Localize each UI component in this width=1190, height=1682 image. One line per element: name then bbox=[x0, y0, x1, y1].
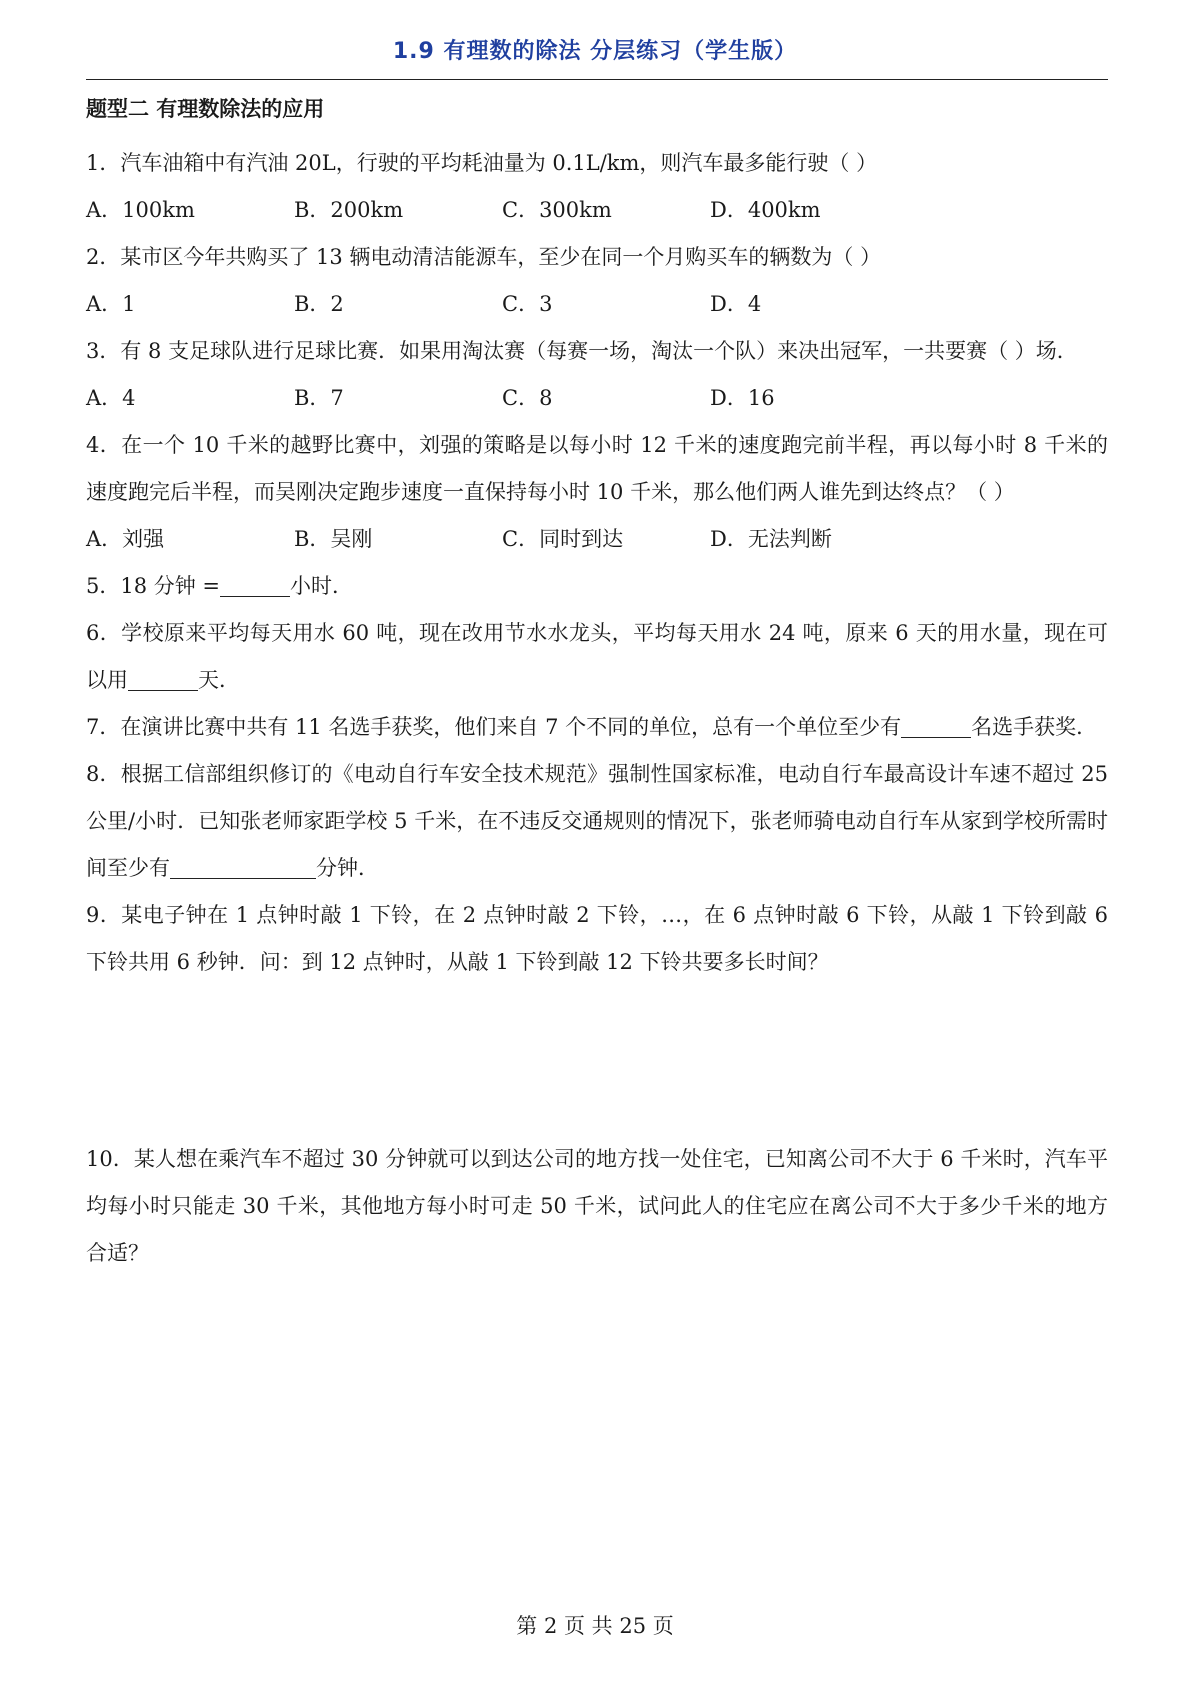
q1-option-c: C．300km bbox=[502, 198, 612, 222]
q8-answer-blank[interactable] bbox=[170, 852, 316, 879]
question-1-options bbox=[86, 187, 1108, 234]
q8-text-before: 8．根据工信部组织修订的《电动自行车安全技术规范》强制性国家标准，电动自行车最高设计车速不超过 25 公里/小时．已知张老师家距学校 5 千米，在不违反交通规则的情况下，张老师骑电动自行车从家到学校所需时间至少有 bbox=[86, 762, 1108, 880]
page-title: 1.9 有理数的除法 分层练习（学生版） bbox=[392, 39, 798, 64]
question-3-options bbox=[86, 375, 1108, 422]
q2-option-d: D．4 bbox=[710, 292, 762, 316]
question-2: 2．某市区今年共购买了 13 辆电动清洁能源车，至少在同一个月购买车的辆数为（ ） bbox=[86, 245, 882, 269]
q4-option-b: B．吴刚 bbox=[294, 527, 373, 551]
q3-option-c: C．8 bbox=[502, 386, 553, 410]
question-3: 3．有 8 支足球队进行足球比赛．如果用淘汰赛（每赛一场，淘汰一个队）来决出冠军，一共要赛（ ）场． bbox=[86, 339, 1078, 363]
question-5 bbox=[86, 563, 1108, 610]
question-10: 10．某人想在乘汽车不超过 30 分钟就可以到达公司的地方找一处住宅，已知离公司不大于 6 千米时，汽车平均每小时只能走 30 千米，其他地方每小时可走 50 千米，试问此人的住宅应在离公司不大于多少千米的地方合适？ bbox=[86, 1147, 1108, 1265]
section-heading: 题型二 有理数除法的应用 bbox=[86, 97, 325, 121]
q4-option-d: D．无法判断 bbox=[710, 527, 832, 551]
q7-text-before: 7．在演讲比赛中共有 11 名选手获奖，他们来自 7 个不同的单位，总有一个单位至少有 bbox=[86, 715, 902, 739]
q6-text-before: 6．学校原来平均每天用水 60 吨，现在改用节水水龙头，平均每天用水 24 吨，原来 6 天的用水量，现在可以用 bbox=[86, 621, 1108, 692]
q8-text-after: 分钟． bbox=[316, 856, 379, 880]
q1-option-d: D．400km bbox=[710, 198, 821, 222]
question-2-options bbox=[86, 281, 1108, 328]
q3-option-b: B．7 bbox=[294, 386, 344, 410]
question-4-options bbox=[86, 516, 1108, 563]
question-8 bbox=[86, 751, 1108, 892]
q4-option-a: A．刘强 bbox=[86, 527, 165, 551]
page-number: 第 2 页 共 25 页 bbox=[516, 1614, 674, 1638]
answer-space-q9[interactable] bbox=[86, 986, 1108, 1136]
q4-option-c: C．同时到达 bbox=[502, 527, 624, 551]
question-6 bbox=[86, 610, 1108, 704]
q5-answer-blank[interactable] bbox=[220, 570, 290, 597]
content-body bbox=[86, 94, 1108, 1277]
q1-option-a: A．100km bbox=[86, 198, 195, 222]
q7-text-after: 名选手获奖． bbox=[971, 715, 1098, 739]
q7-answer-blank[interactable] bbox=[901, 711, 971, 738]
q2-option-c: C．3 bbox=[502, 292, 553, 316]
question-7 bbox=[86, 704, 1108, 751]
q2-option-b: B．2 bbox=[294, 292, 344, 316]
question-1: 1．汽车油箱中有汽油 20L，行驶的平均耗油量为 0.1L/km，则汽车最多能行驶（ ） bbox=[86, 151, 878, 175]
header-divider bbox=[86, 79, 1108, 80]
q3-option-a: A．4 bbox=[86, 386, 136, 410]
q6-answer-blank[interactable] bbox=[128, 664, 198, 691]
q6-text-after: 天． bbox=[198, 668, 240, 692]
q5-text-after: 小时． bbox=[290, 574, 354, 598]
q5-text-before: 5．18 分钟 = bbox=[86, 574, 221, 598]
q3-option-d: D．16 bbox=[710, 386, 775, 410]
question-9: 9．某电子钟在 1 点钟时敲 1 下铃，在 2 点钟时敲 2 下铃，…，在 6 点钟时敲 6 下铃，从敲 1 下铃到敲 6 下铃共用 6 秒钟．问：到 12 点钟时，从敲 1 下铃到敲 12 下铃共要多长时间？ bbox=[86, 903, 1108, 974]
q1-option-b: B．200km bbox=[294, 198, 404, 222]
q2-option-a: A．1 bbox=[86, 292, 136, 316]
question-4: 4．在一个 10 千米的越野比赛中，刘强的策略是以每小时 12 千米的速度跑完前半程，再以每小时 8 千米的速度跑完后半程，而吴刚决定跑步速度一直保持每小时 10 千米，那么他们两人谁先到达终点？（ ） bbox=[86, 433, 1108, 504]
